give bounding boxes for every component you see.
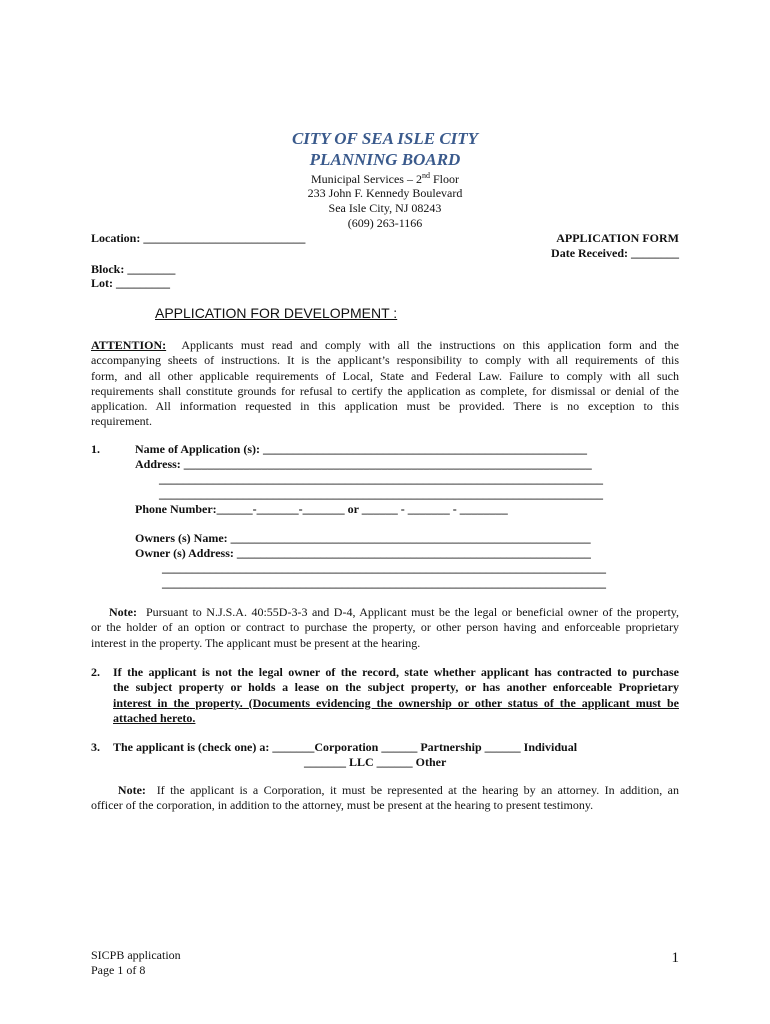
header-address-line3: Sea Isle City, NJ 08243: [328, 201, 442, 215]
applicant-address-field[interactable]: Address: ____________________________________________________________________: [135, 457, 592, 471]
note2-paragraph: Note: If the applicant is a Corporation, it must be represented at the hearing by an attorney. In addition, an officer of the corporation, in addition to the attorney, must be present at the hearing to present testimony.: [91, 783, 680, 813]
section-title: APPLICATION FOR DEVELOPMENT :: [155, 305, 398, 321]
header-title-line1: CITY OF SEA ISLE CITY: [291, 129, 479, 148]
footer-page-of: Page 1 of 8: [91, 963, 146, 977]
footer-doc-name: SICPB application: [91, 948, 181, 962]
block-field[interactable]: Block: ________: [91, 262, 176, 276]
applicant-address-line2[interactable]: __________________________________________________________________________: [159, 472, 603, 486]
owner-address-line3[interactable]: __________________________________________________________________________: [162, 576, 606, 590]
header-phone: (609) 263-1166: [347, 216, 423, 230]
header-title-line2: PLANNING BOARD: [309, 150, 461, 169]
applicant-name-field[interactable]: Name of Application (s): ______________________________________________________: [135, 442, 587, 456]
note1-label: Note:: [108, 605, 137, 619]
item3-number: 3.: [91, 740, 100, 754]
note1-paragraph: Note: Pursuant to N.J.S.A. 40:55D-3-3 and D-4, Applicant must be the legal or beneficial owner of the property, or the holder of an option or contract to purchase the property, or other person having and enforceable proprietary interest in the property. The applicant must be present at the hearing.: [91, 605, 680, 650]
owners-name-field[interactable]: Owners (s) Name: ____________________________________________________________: [135, 531, 591, 545]
applicant-address-line3[interactable]: __________________________________________________________________________: [159, 487, 603, 501]
item2-number: 2.: [91, 665, 100, 679]
owner-address-field[interactable]: Owner (s) Address: ___________________________________________________________: [135, 546, 591, 560]
header-address-line2: 233 John F. Kennedy Boulevard: [307, 186, 463, 200]
phone-number-field[interactable]: Phone Number:______-_______-_______ or ______ - _______ - ________: [135, 502, 508, 516]
lot-field[interactable]: Lot: _________: [91, 276, 170, 290]
applicant-type-line2[interactable]: _______ LLC ______ Other: [304, 755, 447, 769]
item2-paragraph: If the applicant is not the legal owner of the record, state whether applicant has contracted to purchase the subject property or holds a lease on the subject property, or has another enforceable Proprietary interest in the property. (Documents evidencing the ownership or other status of the applicant must be attached hereto.: [113, 665, 679, 725]
application-form-label: APPLICATION FORM: [556, 231, 679, 245]
attention-paragraph: ATTENTION: Applicants must read and comply with all the instructions on this application form and the accompanying sheets of instructions. It is the applicant’s responsibility to comply with all requirements of this form, and all other applicable requirements of Local, State and Federal Law. Failure to comply with all such requirements shall constitute grounds for refusal to certify the application as complete, for dismissal or denial of the application. All information requested in this application must be provided. There is no exception to this requirement.: [91, 338, 679, 429]
header-address-line1: Municipal Services – 2nd Floor: [311, 171, 459, 186]
owner-address-line2[interactable]: __________________________________________________________________________: [162, 561, 606, 575]
item1-number: 1.: [91, 442, 100, 456]
date-received-field[interactable]: Date Received: ________: [551, 246, 679, 260]
applicant-type-field[interactable]: The applicant is (check one) a: _______Corporation ______ Partnership ______ Individual: [113, 740, 578, 754]
footer-page-number: 1: [671, 950, 679, 966]
note2-label: Note:: [117, 783, 146, 797]
location-field[interactable]: Location: ___________________________: [91, 231, 306, 245]
attention-label: ATTENTION:: [91, 338, 167, 352]
